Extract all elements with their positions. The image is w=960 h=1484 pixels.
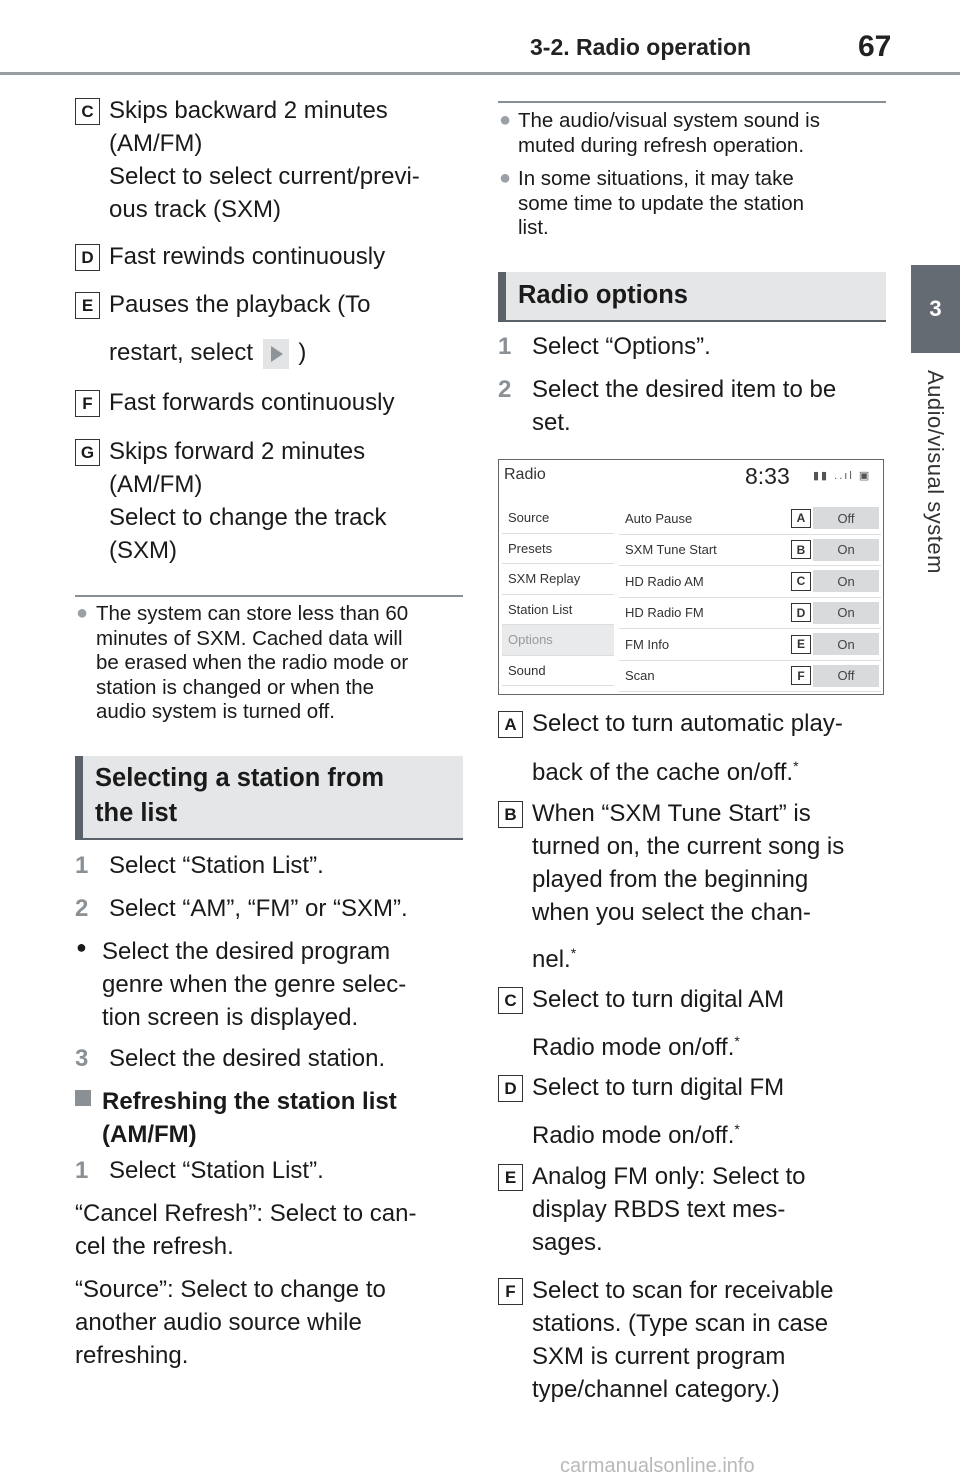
option-name: FM Info [625, 636, 670, 652]
mute-note [518, 109, 820, 158]
bullet-line: tion screen is displayed. [102, 1004, 359, 1031]
item-label-d: D [75, 244, 100, 271]
status-icons: ▮▮ ..ıl ▣ [813, 470, 872, 482]
bullet-text [102, 935, 406, 1034]
item-g-line: (AM/FM) [109, 471, 203, 498]
item-f-text: Fast forwards continuously [109, 389, 395, 416]
item-c-text [109, 94, 420, 226]
item-d-text: Fast rewinds continuously [109, 243, 386, 270]
item-label-g: G [75, 439, 100, 466]
item-c-line: Skips backward 2 minutes [109, 97, 388, 124]
source-text [75, 1273, 386, 1372]
desc-label-a: A [498, 711, 523, 738]
option-name: HD Radio AM [625, 573, 704, 589]
screen-title: Radio [504, 466, 546, 483]
step-text [532, 373, 836, 439]
desc-a-text [532, 707, 843, 789]
footnote-star: * [570, 945, 577, 961]
item-c-line: Select to select current/previ- [109, 163, 420, 190]
option-name: HD Radio FM [625, 605, 704, 621]
desc-c-text [532, 983, 784, 1064]
note-line: be erased when the radio mode or [96, 651, 409, 674]
desc-line: When “SXM Tune Start” is [532, 800, 811, 827]
screen-clock: 8:33 [745, 463, 790, 489]
sidebar-item-sxm-replay[interactable]: SXM Replay [502, 564, 614, 595]
desc-line: back of the cache on/off. [532, 759, 794, 786]
item-e-paren: ) [298, 339, 307, 366]
step-number: 2 [498, 376, 512, 403]
desc-line: when you select the chan- [532, 899, 811, 926]
desc-label-e: E [498, 1164, 523, 1191]
step-number: 1 [498, 333, 512, 360]
note-line: station is changed or when the [96, 675, 375, 699]
cache-note [96, 602, 408, 725]
desc-line: display RBDS text mes- [532, 1196, 786, 1223]
desc-line-with-star [532, 1113, 784, 1152]
desc-label-c: C [498, 987, 523, 1014]
section-heading-radio-options: Radio options [498, 272, 886, 322]
desc-line-with-star [532, 750, 843, 789]
option-row-scan[interactable] [619, 661, 881, 693]
item-e-text-line2 [109, 336, 306, 369]
option-callout: E [791, 635, 811, 654]
desc-label-f: F [498, 1278, 523, 1305]
item-g-line: (SXM) [109, 537, 177, 564]
option-row-hd-radio-fm[interactable] [619, 598, 881, 630]
desc-line-with-star [532, 937, 844, 976]
note-line: audio system is turned off. [96, 700, 335, 723]
desc-line-with-star [532, 1025, 784, 1064]
item-c-line: (AM/FM) [109, 130, 203, 157]
option-toggle[interactable]: Off [813, 507, 879, 529]
desc-line: Select to turn automatic play- [532, 710, 843, 737]
sidebar-item-options[interactable]: Options [502, 625, 614, 656]
desc-label-b: B [498, 801, 523, 828]
desc-line: Select to turn digital AM [532, 986, 785, 1013]
header-rule [0, 72, 960, 75]
bullet-dot-icon: ● [499, 109, 512, 131]
item-label-c: C [75, 98, 100, 125]
note-line: The audio/visual system sound is [518, 109, 820, 132]
heading-line: the list [95, 799, 178, 827]
item-e-text: Pauses the playback (To [109, 291, 371, 318]
note-line: muted during refresh operation. [518, 133, 805, 157]
option-name: Auto Pause [625, 510, 693, 526]
cancel-refresh-text [75, 1197, 416, 1263]
option-row-fm-info[interactable] [619, 629, 881, 661]
step-line: Select the desired item to be [532, 376, 837, 403]
option-row-hd-radio-am[interactable] [619, 566, 881, 598]
desc-line: Radio mode on/off. [532, 1034, 735, 1061]
step-number: 1 [75, 852, 89, 879]
footnote-star: * [734, 1121, 740, 1137]
desc-line: sages. [532, 1229, 603, 1256]
subhead-square-icon [75, 1090, 91, 1106]
subhead-line: (AM/FM) [102, 1121, 197, 1148]
divider [75, 595, 463, 597]
option-toggle[interactable]: On [813, 539, 879, 561]
bullet-line: genre when the genre selec- [102, 971, 407, 998]
desc-line: Radio mode on/off. [532, 1122, 735, 1149]
option-callout: F [791, 666, 811, 685]
heading-line: Selecting a station from [95, 764, 385, 792]
desc-b-text [532, 797, 844, 976]
desc-line: Select to scan for receivable [532, 1277, 834, 1304]
note-line: some time to update the station [518, 191, 805, 215]
item-c-line: ous track (SXM) [109, 196, 282, 223]
sidebar-item-source[interactable]: Source [502, 503, 614, 534]
option-row-sxm-tune-start[interactable] [619, 535, 881, 567]
option-name: Scan [625, 668, 655, 684]
option-row-auto-pause[interactable] [619, 503, 881, 535]
section-heading-station-list [75, 756, 463, 840]
desc-f-text [532, 1274, 834, 1406]
radio-options-screen [498, 459, 884, 695]
bullet-line: Select the desired program [102, 938, 391, 965]
screen-sidebar [502, 503, 614, 686]
item-e-restart-text: restart, select [109, 339, 254, 366]
option-toggle[interactable]: On [813, 602, 879, 624]
chapter-tab: 3 [911, 265, 960, 353]
desc-label-d: D [498, 1075, 523, 1102]
item-g-line: Skips forward 2 minutes [109, 438, 366, 465]
option-toggle[interactable]: On [813, 570, 879, 592]
step-text: Select “Options”. [532, 333, 711, 360]
page-number: 67 [858, 30, 892, 63]
para-line: “Source”: Select to change to [75, 1276, 386, 1303]
para-line: “Cancel Refresh”: Select to can- [75, 1200, 417, 1227]
bullet-dot-icon: ● [76, 602, 89, 624]
item-label-e: E [75, 292, 100, 319]
step-number: 2 [75, 895, 89, 922]
option-name: SXM Tune Start [625, 542, 717, 558]
desc-e-text [532, 1160, 805, 1259]
option-toggle[interactable]: On [813, 633, 879, 655]
footnote-star: * [793, 758, 799, 774]
option-callout: B [791, 540, 811, 559]
option-callout: C [791, 572, 811, 591]
step-text: Select “Station List”. [109, 1157, 324, 1184]
step-number: 3 [75, 1045, 89, 1072]
option-toggle[interactable]: Off [813, 665, 879, 687]
item-g-line: Select to change the track [109, 504, 387, 531]
desc-line: Analog FM only: Select to [532, 1163, 806, 1190]
bullet-dot-icon: ● [499, 167, 512, 189]
desc-line: Select to turn digital FM [532, 1074, 785, 1101]
note-line: In some situations, it may take [518, 167, 794, 190]
step-text: Select “AM”, “FM” or “SXM”. [109, 895, 408, 922]
step-number: 1 [75, 1157, 89, 1184]
item-label-f: F [75, 390, 100, 417]
note-line: minutes of SXM. Cached data will [96, 626, 403, 650]
bullet-icon: ● [76, 937, 87, 957]
desc-line: played from the beginning [532, 866, 809, 893]
step-line: set. [532, 409, 571, 436]
step-text: Select “Station List”. [109, 852, 324, 879]
desc-line: turned on, the current song is [532, 833, 845, 860]
subhead-line: Refreshing the station list [102, 1088, 397, 1115]
options-list [619, 503, 881, 692]
footnote-star: * [734, 1033, 740, 1049]
note-line: The system can store less than 60 [96, 602, 409, 625]
update-note [518, 167, 804, 241]
para-line: another audio source while [75, 1309, 362, 1336]
option-callout: D [791, 603, 811, 622]
sidebar-item-presets[interactable]: Presets [502, 534, 614, 565]
watermark: carmanualsonline.info [560, 1455, 755, 1477]
subhead-refresh [102, 1085, 397, 1151]
note-line: list. [518, 216, 549, 239]
item-g-text [109, 435, 387, 567]
desc-line: stations. (Type scan in case [532, 1310, 829, 1337]
sidebar-item-station-list[interactable]: Station List [502, 595, 614, 626]
option-callout: A [791, 509, 811, 528]
sidebar-item-sound[interactable]: Sound [502, 656, 614, 687]
para-line: cel the refresh. [75, 1233, 234, 1260]
chapter-label: Audio/visual system [923, 370, 948, 574]
play-icon [263, 339, 289, 369]
step-text: Select the desired station. [109, 1045, 386, 1072]
desc-line: type/channel category.) [532, 1376, 780, 1403]
desc-line: SXM is current program [532, 1343, 786, 1370]
desc-d-text [532, 1071, 784, 1152]
divider [498, 101, 886, 103]
para-line: refreshing. [75, 1342, 189, 1369]
desc-line: nel. [532, 946, 571, 973]
section-title: 3-2. Radio operation [530, 34, 752, 60]
